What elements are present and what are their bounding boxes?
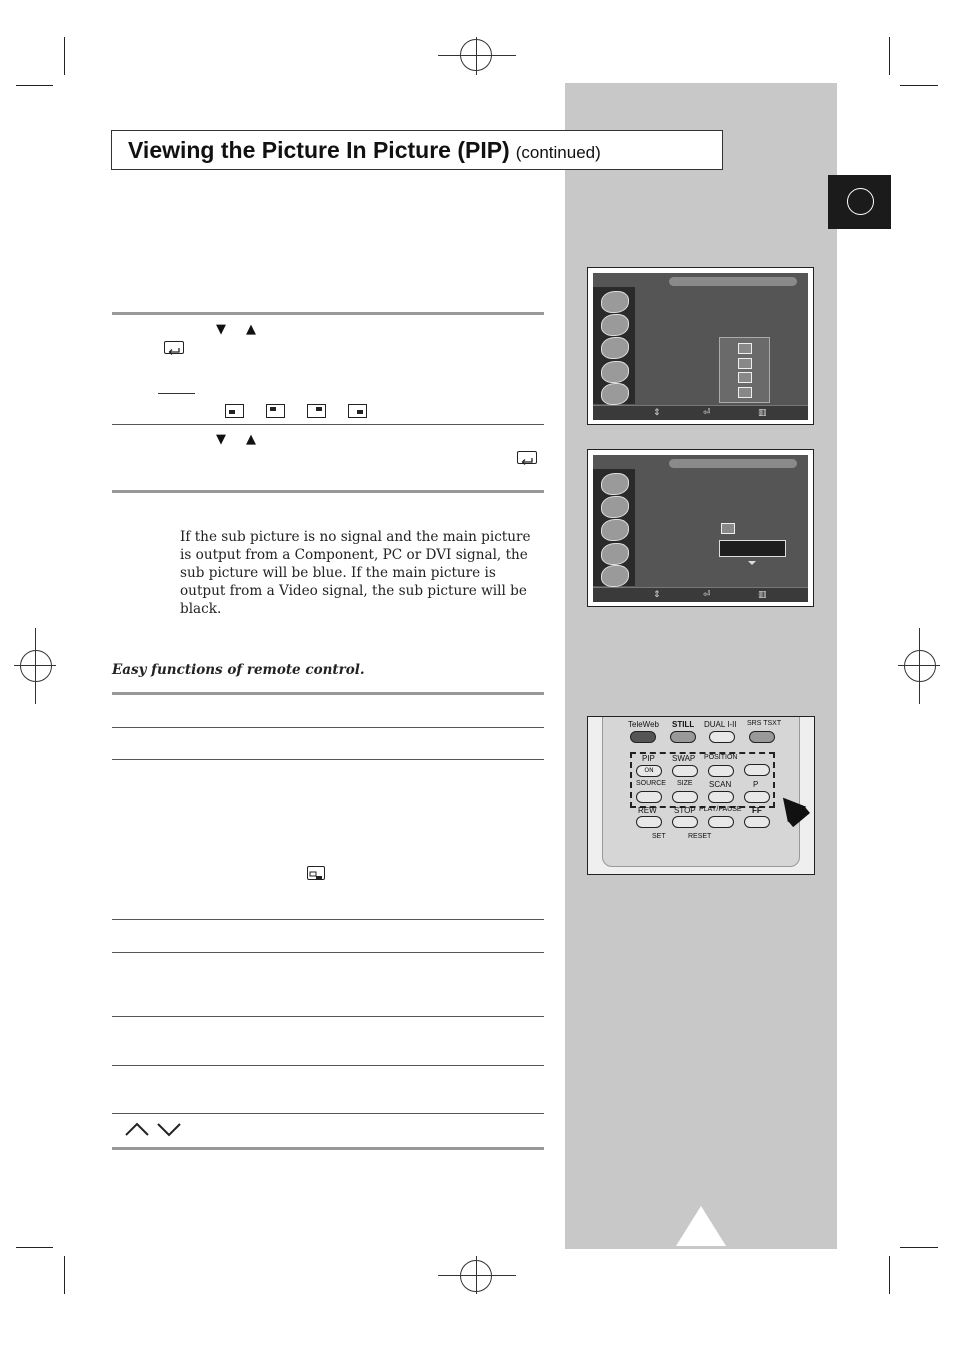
crop-mark [889, 37, 890, 75]
input-menu-icon [601, 291, 629, 313]
setup-menu-icon [601, 565, 629, 587]
sound-menu-icon [601, 519, 629, 541]
tv-menu-screenshot-select [587, 449, 814, 607]
crop-mark [889, 1256, 890, 1294]
enter-icon [517, 451, 537, 464]
circle-icon [847, 188, 874, 215]
pip-on-button: ON [636, 765, 662, 777]
crop-mark [64, 1256, 65, 1294]
rule [112, 727, 544, 728]
pip-label: PIP [642, 754, 655, 763]
tv-menu-screenshot-position [587, 267, 814, 425]
remote-functions-heading: Easy functions of remote control. [112, 662, 365, 678]
channel-up-button [744, 764, 770, 776]
stop-button [672, 816, 698, 828]
enter-icon: ⏎ [703, 590, 711, 600]
channel-menu-icon [601, 543, 629, 565]
up-arrow-icon: ▲ [246, 432, 256, 447]
move-icon: ⇕ [653, 408, 661, 418]
rule [112, 424, 544, 425]
enter-icon [164, 341, 184, 354]
down-arrow-icon: ▼ [216, 432, 226, 447]
page-marker-triangle [676, 1206, 726, 1246]
remote-control-picture [587, 716, 815, 875]
crop-mark [16, 85, 53, 86]
note-text: If the sub picture is no signal and the main picture is output from a Component, PC or DVI signal, the sub picture will be blue. If the main picture is output from a Video signal, the sub picture will be black. [180, 529, 531, 617]
up-arrow-icon: ▲ [246, 322, 256, 337]
crop-mark [900, 1247, 938, 1248]
channel-down-button [744, 791, 770, 803]
chevron-down-icon [156, 1121, 182, 1141]
crop-mark [900, 85, 938, 86]
chevron-up-icon [124, 1121, 150, 1141]
sound-menu-icon [601, 337, 629, 359]
rule [112, 1147, 544, 1150]
move-icon: ⇕ [653, 590, 661, 600]
page-subtitle: (continued) [515, 143, 601, 162]
swap-icon [307, 866, 325, 880]
picture-menu-icon [601, 496, 629, 518]
p-label: P [753, 780, 759, 789]
stop-label: STOP [674, 806, 696, 815]
source-label: SOURCE [636, 780, 666, 787]
rule [112, 919, 544, 920]
teleweb-button [630, 731, 656, 743]
source-button [636, 791, 662, 803]
rule [112, 1113, 544, 1114]
page-title-box [111, 130, 723, 170]
pip-position-top-right-icon [307, 404, 326, 418]
teleweb-label: TeleWeb [628, 720, 659, 729]
ff-label: FF [752, 806, 762, 815]
size-label: SIZE [677, 780, 693, 787]
scan-button [708, 791, 734, 803]
rule [112, 952, 544, 953]
page-title-text: Viewing the Picture In Picture (PIP) [128, 137, 510, 163]
page-title [128, 137, 601, 164]
play-pause-label: PLAY/PAUSE [699, 806, 742, 813]
dual-button [709, 731, 735, 743]
rule [112, 692, 544, 695]
sidebar-panel [565, 83, 837, 1249]
input-menu-icon [601, 473, 629, 495]
position-label: POSITION [704, 754, 738, 761]
still-label: STILL [672, 720, 695, 729]
scan-label: SCAN [709, 780, 732, 789]
still-button [670, 731, 696, 743]
srs-button [749, 731, 775, 743]
rule [112, 759, 544, 760]
ff-button [744, 816, 770, 828]
rule [112, 312, 544, 315]
language-tab [828, 175, 891, 229]
setup-menu-icon [601, 383, 629, 405]
set-label: SET [652, 833, 666, 840]
rew-button [636, 816, 662, 828]
play-pause-button [708, 816, 734, 828]
pip-position-bottom-left-icon [225, 404, 244, 418]
down-arrow-icon: ▼ [216, 322, 226, 337]
menu-icon: ▥ [758, 590, 767, 600]
crop-mark [16, 1247, 53, 1248]
position-button [708, 765, 734, 777]
enter-icon: ⏎ [703, 408, 711, 418]
channel-menu-icon [601, 361, 629, 383]
underline-mark [158, 393, 195, 394]
menu-icon: ▥ [758, 408, 767, 418]
srs-label: SRS TSXT [747, 720, 782, 727]
swap-button [672, 765, 698, 777]
swap-label: SWAP [672, 754, 696, 763]
rule [112, 1016, 544, 1017]
dual-label: DUAL I-II [704, 720, 737, 729]
picture-menu-icon [601, 314, 629, 336]
pip-position-bottom-right-icon [348, 404, 367, 418]
rule [112, 1065, 544, 1066]
crop-mark [64, 37, 65, 75]
size-button [672, 791, 698, 803]
rule [112, 490, 544, 493]
reset-label: RESET [688, 833, 712, 840]
rew-label: REW [638, 806, 657, 815]
pip-position-top-left-icon [266, 404, 285, 418]
